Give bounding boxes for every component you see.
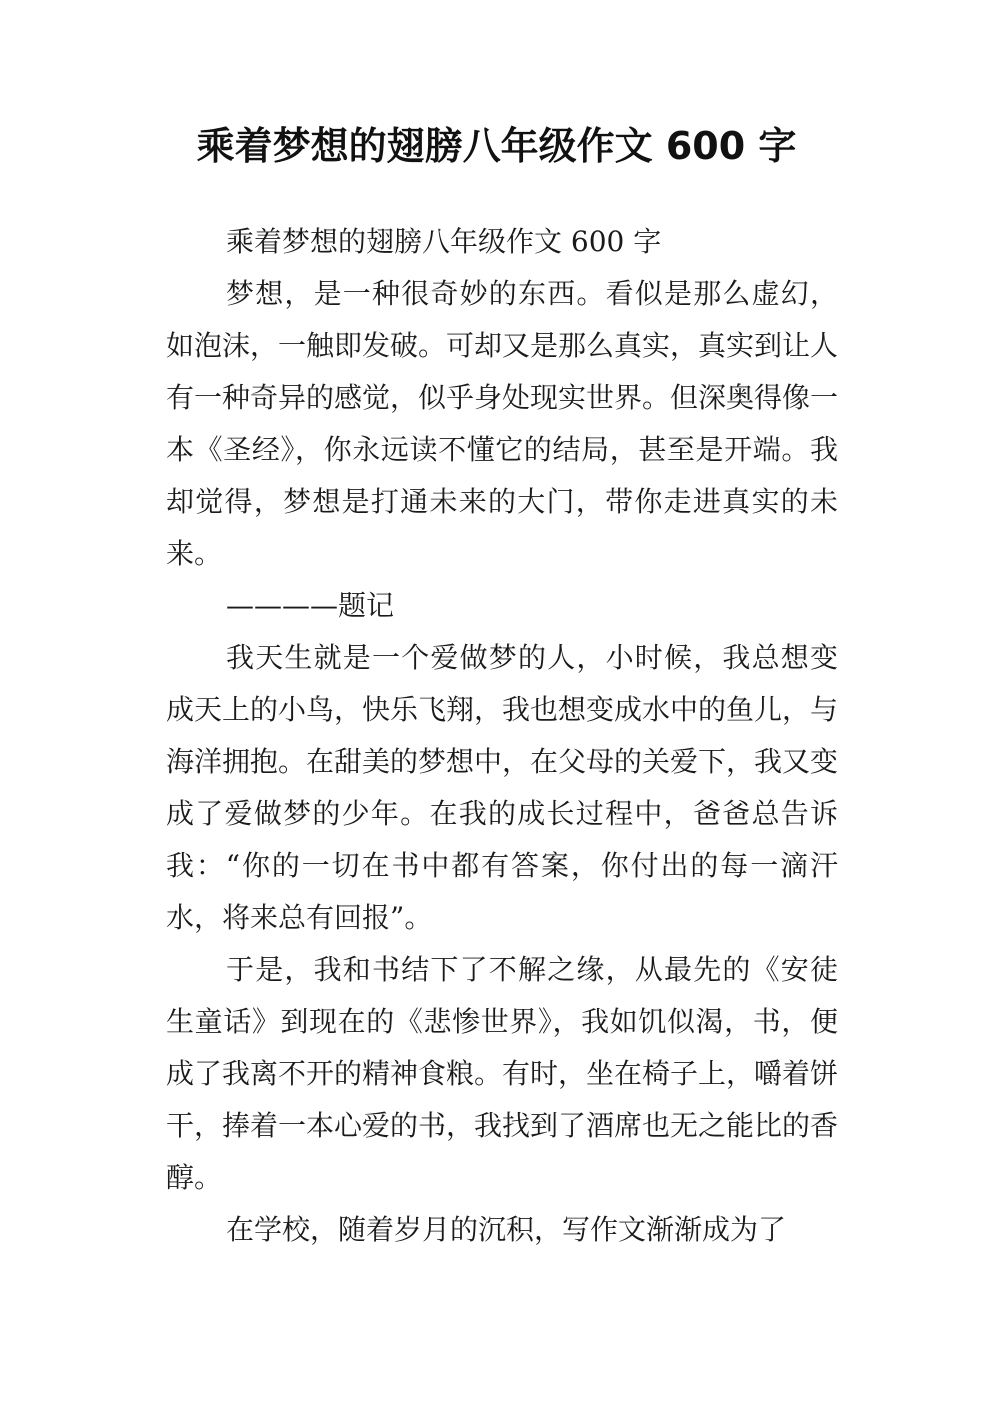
paragraph-heading-repeat: 乘着梦想的翅膀八年级作文 600 字 xyxy=(226,225,662,258)
document-body xyxy=(166,216,838,1256)
paragraph-childhood: 我天生就是一个爱做梦的人，小时候，我总想变成天上的小鸟，快乐飞翔，我也想变成水中的鱼儿，与海洋拥抱。在甜美的梦想中，在父母的关爱下，我又变成了爱做梦的少年。在我的成长过程中，爸爸总告诉我：“你的一切在书中都有答案，你付出的每一滴汗水，将来总有回报”。 xyxy=(166,641,839,934)
paragraph-books: 于是，我和书结下了不解之缘，从最先的《安徒生童话》到现在的《悲惨世界》，我如饥似渴，书，便成了我离不开的精神食粮。有时，坐在椅子上，嚼着饼干，捧着一本心爱的书，我找到了酒席也无之能比的香醇。 xyxy=(166,953,839,1194)
paragraph-dream-intro: 梦想，是一种很奇妙的东西。看似是那么虚幻，如泡沫，一触即发破。可却又是那么真实，真实到让人有一种奇异的感觉，似乎身处现实世界。但深奥得像一本《圣经》，你永远读不懂它的结局，甚至是开端。我却觉得，梦想是打通未来的大门，带你走进真实的未来。 xyxy=(166,277,839,570)
paragraph-epigraph-signature: ————题记 xyxy=(226,589,395,622)
paragraph-school: 在学校，随着岁月的沉积，写作文渐渐成为了 xyxy=(226,1213,787,1246)
document-title: 乘着梦想的翅膀八年级作文 600 字 xyxy=(196,124,797,168)
